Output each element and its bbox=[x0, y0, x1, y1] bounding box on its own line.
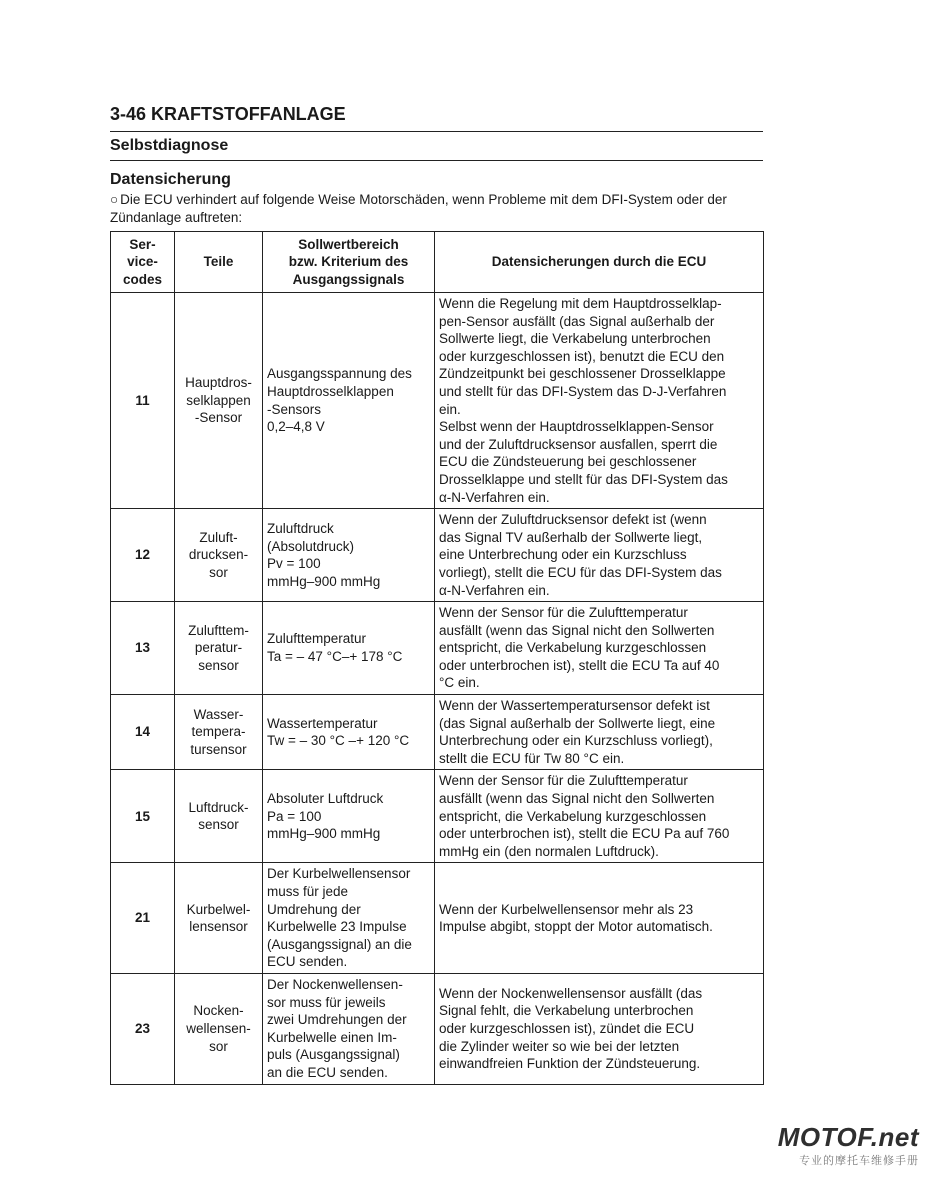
fail-safe-table bbox=[110, 231, 764, 1085]
bullet-icon: ○ bbox=[110, 192, 119, 207]
table-row bbox=[111, 863, 764, 974]
fail-safe-description: Wenn der Zuluftdrucksensor defekt ist (wenn das Signal TV außerhalb der Sollwerte liegt, eine Unterbrechung oder ein Kurzschluss vorliegt), stellt die ECU für das DFI-System das α-N-Verfahren ein. bbox=[435, 509, 764, 602]
table-row bbox=[111, 509, 764, 602]
part-name: Wasser- tempera- tursensor bbox=[175, 695, 263, 770]
header-service-codes: Ser- vice- codes bbox=[111, 232, 175, 293]
section-title: Selbstdiagnose bbox=[110, 132, 763, 161]
spec-range: Absoluter Luftdruck Pa = 100 mmHg–900 mmHg bbox=[263, 770, 435, 863]
fail-safe-description: Wenn der Kurbelwellensensor mehr als 23 Impulse abgibt, stoppt der Motor automatisch. bbox=[435, 863, 764, 974]
service-code: 13 bbox=[111, 602, 175, 695]
part-name: Zulufttem- peratur- sensor bbox=[175, 602, 263, 695]
manual-page bbox=[110, 104, 763, 1085]
table-row bbox=[111, 293, 764, 509]
service-code: 12 bbox=[111, 509, 175, 602]
intro-paragraph bbox=[110, 191, 763, 227]
intro-text: Die ECU verhindert auf folgende Weise Motorschäden, wenn Probleme mit dem DFI-System oder der Zündanlage auftreten: bbox=[110, 192, 727, 225]
spec-range: Der Kurbelwellensensor muss für jede Umdrehung der Kurbelwelle 23 Impulse (Ausgangssignal) an die ECU senden. bbox=[263, 863, 435, 974]
fail-safe-description: Wenn die Regelung mit dem Hauptdrosselklap- pen-Sensor ausfällt (das Signal außerhalb der Sollwerte liegt, die Verkabelung unterbrochen oder kurzgeschlossen ist), benutzt die ECU den Zündzeitpunkt bei geschlossener Drosselklappe und stellt für das DFI-System das D-J-Verfahren ein. Selbst wenn der Hauptdrosselklappen-Sensor und der Zuluftdrucksensor ausfallen, sperrt die ECU die Zündsteuerung bei geschlossener Drosselklappe und stellt für das DFI-System das α-N-Verfahren ein. bbox=[435, 293, 764, 509]
spec-range: Wassertemperatur Tw = – 30 °C –+ 120 °C bbox=[263, 695, 435, 770]
spec-range: Ausgangsspannung des Hauptdrosselklappen -Sensors 0,2–4,8 V bbox=[263, 293, 435, 509]
fail-safe-description: Wenn der Wassertemperatursensor defekt ist (das Signal außerhalb der Sollwerte liegt, eine Unterbrechung oder ein Kurzschluss vorliegt), stellt die ECU für Tw 80 °C ein. bbox=[435, 695, 764, 770]
chapter-title: 3-46 KRAFTSTOFFANLAGE bbox=[110, 104, 763, 132]
header-parts: Teile bbox=[175, 232, 263, 293]
service-code: 21 bbox=[111, 863, 175, 974]
part-name: Zuluft- drucksen- sor bbox=[175, 509, 263, 602]
watermark-brand: MOTOF.net bbox=[777, 1122, 919, 1152]
table-row bbox=[111, 602, 764, 695]
watermark-logo bbox=[778, 1124, 919, 1168]
service-code: 15 bbox=[111, 770, 175, 863]
header-ecu-fail-safe: Datensicherungen durch die ECU bbox=[435, 232, 764, 293]
service-code: 11 bbox=[111, 293, 175, 509]
part-name: Nocken- wellensen- sor bbox=[175, 973, 263, 1084]
fail-safe-description: Wenn der Nockenwellensensor ausfällt (das Signal fehlt, die Verkabelung unterbrochen oder kurzgeschlossen ist), zündet die ECU die Zylinder weiter so wie bei der letzten einwandfreien Funktion der Zündsteuerung. bbox=[435, 973, 764, 1084]
table-row bbox=[111, 973, 764, 1084]
header-spec-range: Sollwertbereich bzw. Kriterium des Ausgangssignals bbox=[263, 232, 435, 293]
spec-range: Zulufttemperatur Ta = – 47 °C–+ 178 °C bbox=[263, 602, 435, 695]
part-name: Hauptdros- selklappen -Sensor bbox=[175, 293, 263, 509]
part-name: Kurbelwel- lensensor bbox=[175, 863, 263, 974]
table-row bbox=[111, 770, 764, 863]
part-name: Luftdruck- sensor bbox=[175, 770, 263, 863]
fail-safe-description: Wenn der Sensor für die Zulufttemperatur ausfällt (wenn das Signal nicht den Sollwerten entspricht, die Verkabelung kurzgeschlossen oder unterbrochen ist), stellt die ECU Ta auf 40 °C ein. bbox=[435, 602, 764, 695]
spec-range: Zuluftdruck (Absolutdruck) Pv = 100 mmHg–900 mmHg bbox=[263, 509, 435, 602]
service-code: 14 bbox=[111, 695, 175, 770]
table-row bbox=[111, 695, 764, 770]
table-header-row bbox=[111, 232, 764, 293]
subsection-title: Datensicherung bbox=[110, 171, 231, 188]
fail-safe-description: Wenn der Sensor für die Zulufttemperatur ausfällt (wenn das Signal nicht den Sollwerten entspricht, die Verkabelung kurzgeschlossen oder unterbrochen ist), stellt die ECU Pa auf 760 mmHg ein (den normalen Luftdruck). bbox=[435, 770, 764, 863]
watermark-tagline: 专业的摩托车维修手册 bbox=[799, 1155, 919, 1167]
service-code: 23 bbox=[111, 973, 175, 1084]
spec-range: Der Nockenwellensen- sor muss für jeweils zwei Umdrehungen der Kurbelwelle einen Im- puls (Ausgangssignal) an die ECU senden. bbox=[263, 973, 435, 1084]
